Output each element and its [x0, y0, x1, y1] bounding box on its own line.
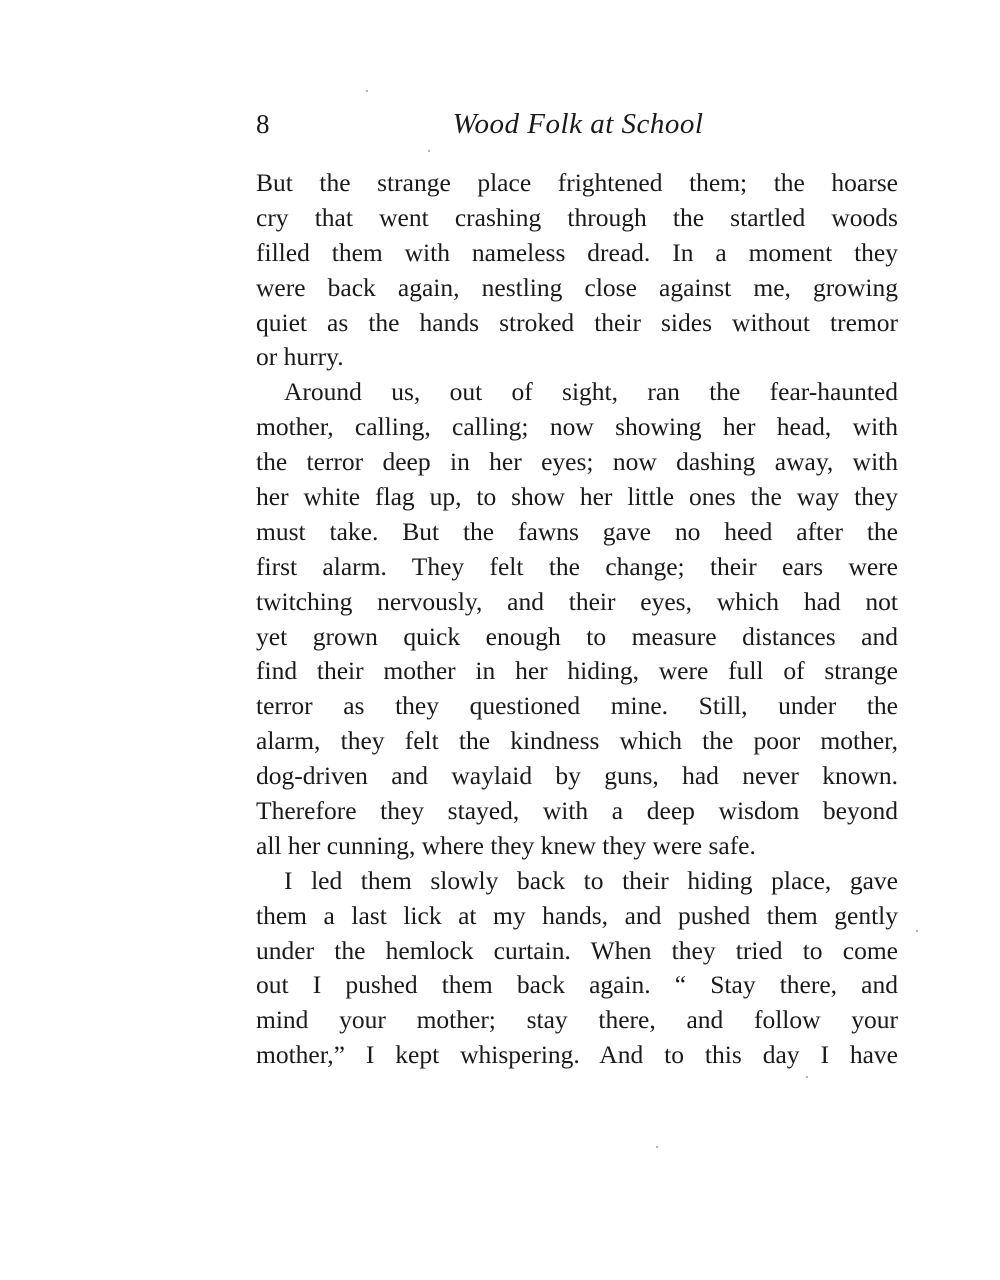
body-text — [256, 166, 898, 1073]
scan-speck — [916, 930, 918, 932]
text-line: dog-driven and waylaid by guns, had never known. — [256, 761, 898, 791]
text-line: the terror deep in her eyes; now dashing away, with — [256, 447, 898, 477]
text-line: or hurry. — [256, 342, 344, 372]
text-line: alarm, they felt the kindness which the poor mother, — [256, 726, 898, 756]
text-line: under the hemlock curtain. When they tried to come — [256, 935, 898, 965]
scan-speck — [428, 150, 430, 152]
text-line: Therefore they stayed, with a deep wisdom beyond — [256, 796, 898, 826]
scan-speck — [656, 1146, 658, 1148]
text-line: her white flag up, to show her little ones the way they — [256, 482, 898, 512]
page-number: 8 — [256, 109, 270, 139]
text-line: quiet as the hands stroked their sides without tremor — [256, 307, 898, 337]
text-line: cry that went crashing through the startled woods — [256, 202, 898, 232]
text-line: yet grown quick enough to measure distances and — [256, 621, 898, 651]
text-line: find their mother in her hiding, were full of strange — [256, 656, 898, 686]
text-line: mind your mother; stay there, and follow your — [256, 1005, 898, 1035]
text-line: mother,” I kept whispering. And to this day I have — [256, 1040, 898, 1070]
paragraph-3 — [256, 864, 898, 1073]
text-line: filled them with nameless dread. In a moment they — [256, 237, 898, 267]
text-line: them a last lick at my hands, and pushed them gently — [256, 900, 898, 930]
paragraph-2 — [256, 375, 898, 863]
text-line: I led them slowly back to their hiding place, gave — [284, 865, 898, 895]
text-line: Around us, out of sight, ran the fear-haunted — [284, 377, 898, 407]
paragraph-1 — [256, 166, 898, 375]
text-line: first alarm. They felt the change; their ears were — [256, 551, 898, 581]
running-title: Wood Folk at School — [452, 108, 704, 140]
text-line: must take. But the fawns gave no heed after the — [256, 516, 898, 546]
text-line: all her cunning, where they knew they were safe. — [256, 830, 756, 860]
scan-speck — [806, 1076, 808, 1078]
text-line: terror as they questioned mine. Still, under the — [256, 691, 898, 721]
text-line: were back again, nestling close against me, growing — [256, 272, 898, 302]
page-header — [256, 104, 900, 144]
text-line: twitching nervously, and their eyes, which had not — [256, 586, 898, 616]
text-line: out I pushed them back again. “ Stay there, and — [256, 970, 898, 1000]
text-line: But the strange place frightened them; the hoarse — [256, 168, 898, 197]
scan-speck — [366, 90, 368, 92]
text-line: mother, calling, calling; now showing her head, with — [256, 412, 898, 442]
